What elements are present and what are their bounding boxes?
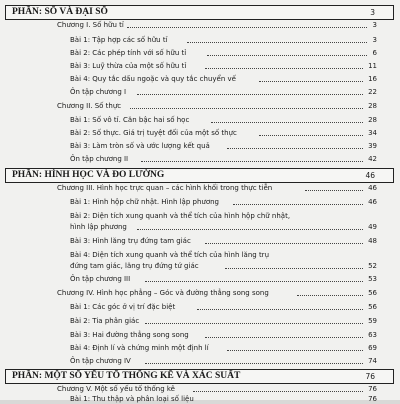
lesson-title: Bài 1: Số vô tỉ. Căn bậc hai số học: [70, 116, 190, 124]
section-title: PHẦN: MỘT SỐ YẾU TỐ THỐNG KÊ VÀ XÁC SUẤT: [12, 371, 241, 381]
toc-entry: [15, 316, 377, 326]
page-number: 74: [368, 357, 377, 365]
page-number: 3: [372, 36, 377, 44]
toc-entry: [15, 330, 377, 340]
page-number: 53: [368, 275, 377, 283]
toc-entry: [15, 236, 377, 246]
page-number: 46: [368, 184, 377, 192]
lesson-title: Bài 4: Định lí và chứng minh một định lí: [70, 344, 209, 352]
toc-entry: [15, 20, 377, 30]
section-header-algebra: [5, 5, 394, 20]
page-number: 28: [368, 102, 377, 110]
lesson-title-continued: đứng tam giác, lăng trụ đứng tứ giác: [70, 262, 199, 270]
lesson-title: Bài 4: Quy tắc dấu ngoặc và quy tắc chuyển vế: [70, 75, 236, 83]
page-number: 28: [368, 116, 377, 124]
toc-entry: [15, 87, 377, 97]
section-title: PHẦN: HÌNH HỌC VÀ ĐO LƯỜNG: [12, 170, 165, 180]
chapter-title: Chương V. Một số yếu tố thống kê: [57, 385, 175, 393]
page-number: 59: [368, 317, 377, 325]
toc-entry: [15, 197, 377, 207]
toc-entry: [15, 384, 377, 394]
chapter-title: Chương I. Số hữu tỉ: [57, 21, 124, 29]
toc-entry: [15, 274, 377, 284]
page-number: 76: [368, 385, 377, 393]
page-number: 76: [368, 395, 377, 403]
page-number: 49: [368, 223, 377, 231]
toc-entry: [15, 211, 377, 221]
toc-entry: [15, 61, 377, 71]
chapter-title: Chương III. Hình học trực quan – các hình khối trong thực tiễn: [57, 184, 273, 192]
page-number: 39: [368, 142, 377, 150]
lesson-title: Bài 2: Tia phân giác: [70, 317, 140, 325]
page-number: 3: [372, 21, 377, 29]
review-title: Ôn tập chương IV: [70, 357, 131, 365]
page-number: 56: [368, 289, 377, 297]
toc-entry: [15, 101, 377, 111]
page-number: 16: [368, 75, 377, 83]
review-title: Ôn tập chương I: [70, 88, 127, 96]
lesson-title: Bài 2: Các phép tính với số hữu tỉ: [70, 49, 187, 57]
section-header-geometry: [5, 168, 394, 183]
toc-entry: [15, 128, 377, 138]
lesson-title: Bài 3: Làm tròn số và ước lượng kết quả: [70, 142, 210, 150]
page-number: 69: [368, 344, 377, 352]
lesson-title: Bài 1: Các góc ở vị trí đặc biệt: [70, 303, 176, 311]
page-number: 52: [368, 262, 377, 270]
lesson-title: Bài 4: Diện tích xung quanh và thể tích của hình lăng trụ: [70, 251, 270, 259]
toc-entry: [15, 154, 377, 164]
page-number: 46: [368, 198, 377, 206]
toc-entry: [15, 356, 377, 366]
toc-entry: [15, 261, 377, 271]
page-number: 6: [372, 49, 377, 57]
chapter-title: Chương IV. Hình học phẳng – Góc và đường thẳng song song: [57, 289, 269, 297]
page-number: 42: [368, 155, 377, 163]
page-number: 56: [368, 303, 377, 311]
review-title: Ôn tập chương III: [70, 275, 131, 283]
lesson-title-continued: hình lập phương: [70, 223, 127, 231]
lesson-title: Bài 2: Diện tích xung quanh và thể tích của hình hộp chữ nhật,: [70, 212, 291, 220]
section-page-number: 76: [365, 372, 375, 381]
lesson-title: Bài 1: Tập hợp các số hữu tỉ: [70, 36, 168, 44]
page-number: 34: [368, 129, 377, 137]
toc-entry: [15, 250, 377, 260]
page-number: 22: [368, 88, 377, 96]
chapter-title: Chương II. Số thực: [57, 102, 122, 110]
lesson-title: Bài 3: Hai đường thẳng song song: [70, 331, 189, 339]
section-title: PHẦN: SỐ VÀ ĐẠI SỐ: [12, 7, 108, 17]
toc-entry: [15, 302, 377, 312]
toc-entry: [15, 74, 377, 84]
toc-entry: [15, 115, 377, 125]
lesson-title: Bài 1: Thu thập và phân loại số liệu: [70, 395, 194, 403]
toc-entry: [15, 141, 377, 151]
toc-entry: [15, 288, 377, 298]
lesson-title: Bài 2: Số thực. Giá trị tuyệt đối của một số thực: [70, 129, 237, 137]
toc-entry: [15, 35, 377, 45]
page-number: 63: [368, 331, 377, 339]
toc-entry: [15, 343, 377, 353]
lesson-title: Bài 3: Hình lăng trụ đứng tam giác: [70, 237, 191, 245]
section-page-number: 3: [370, 8, 375, 17]
toc-entry: [15, 183, 377, 193]
toc-entry: [15, 394, 377, 404]
lesson-title: Bài 1: Hình hộp chữ nhật. Hình lập phương: [70, 198, 219, 206]
section-page-number: 46: [365, 171, 375, 180]
section-header-statistics: [5, 369, 394, 384]
toc-entry: [15, 222, 377, 232]
lesson-title: Bài 3: Luỹ thừa của một số hữu tỉ: [70, 62, 187, 70]
toc-entry: [15, 48, 377, 58]
page-number: 48: [368, 237, 377, 245]
page-number: 11: [368, 62, 377, 70]
review-title: Ôn tập chương II: [70, 155, 129, 163]
